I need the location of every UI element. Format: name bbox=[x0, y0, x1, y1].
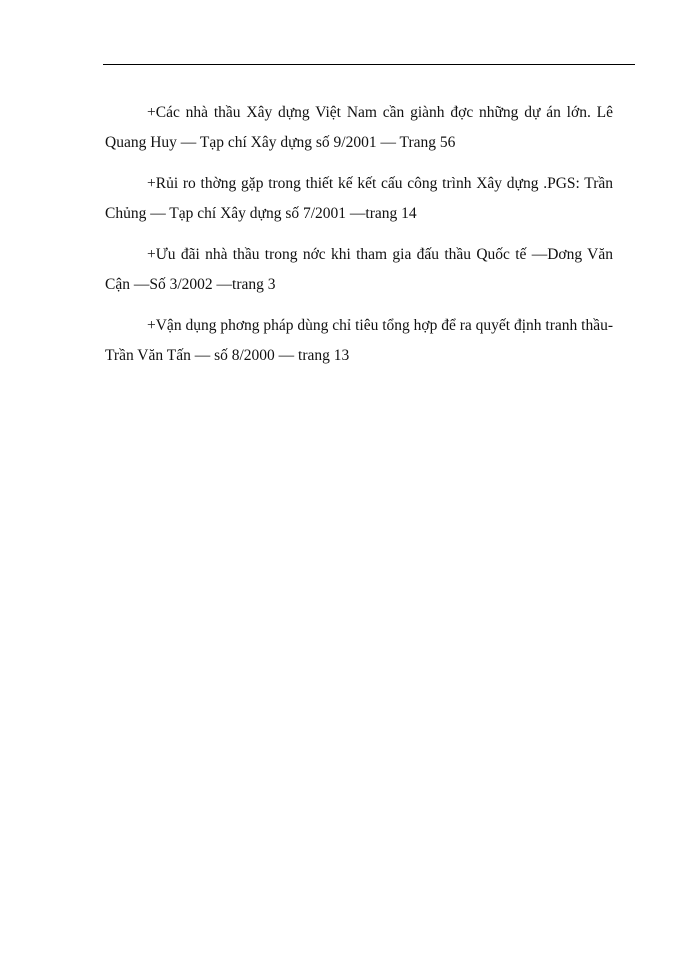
reference-list bbox=[105, 98, 613, 382]
header-rule bbox=[103, 64, 635, 65]
reference-item: +Rủi ro thờng gặp trong thiết kế kết cấu công trình Xây dựng .PGS: Trần Chủng — Tạp chí Xây dựng số 7/2001 —trang 14 bbox=[105, 175, 613, 222]
reference-item: +Ưu đãi nhà thầu trong nớc khi tham gia đấu thầu Quốc tế —Dơng Văn Cận —Số 3/2002 —trang 3 bbox=[105, 246, 613, 293]
reference-item: +Các nhà thầu Xây dựng Việt Nam cần giành đợc những dự án lớn. Lê Quang Huy — Tạp chí Xây dựng số 9/2001 — Trang 56 bbox=[105, 104, 613, 151]
reference-item: +Vận dụng phơng pháp dùng chỉ tiêu tổng hợp để ra quyết định tranh thầu- Trần Văn Tấn — số 8/2000 — trang 13 bbox=[105, 317, 613, 364]
